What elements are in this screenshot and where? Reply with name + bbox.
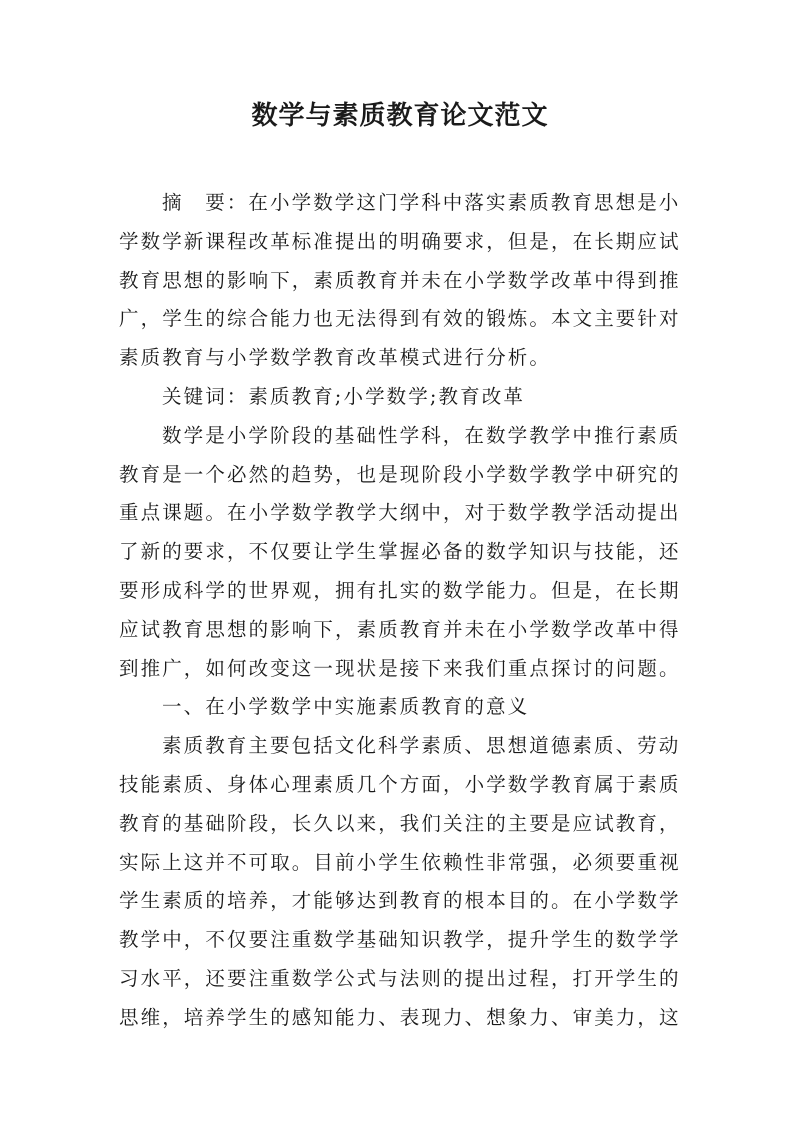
- paragraph-line: 教育是一个必然的趋势，也是现阶段小学数学教学中研究的: [119, 462, 681, 486]
- paragraph-line: 教学中，不仅要注重数学基础知识教学，提升学生的数学学: [119, 928, 681, 952]
- paragraph-line: 了新的要求，不仅要让学生掌握必备的数学知识与技能，还: [119, 540, 681, 564]
- document-title: 数学与素质教育论文范文: [251, 101, 549, 131]
- abstract-line: 广，学生的综合能力也无法得到有效的锻炼。本文主要针对: [119, 307, 681, 331]
- abstract-line: 素质教育与小学数学教育改革模式进行分析。: [119, 346, 552, 370]
- paragraph-line: 到推广，如何改变这一现状是接下来我们重点探讨的问题。: [119, 656, 681, 680]
- paragraph-line: 重点课题。在小学数学教学大纲中，对于数学教学活动提出: [119, 501, 681, 525]
- abstract-line: 教育思想的影响下，素质教育并未在小学数学改革中得到推: [119, 268, 681, 292]
- keywords-line: 关键词：素质教育;小学数学;教育改革: [162, 384, 525, 408]
- paragraph-line: 思维，培养学生的感知能力、表现力、想象力、审美力，这: [119, 1005, 681, 1029]
- paragraph-line: 要形成科学的世界观，拥有扎实的数学能力。但是，在长期: [119, 578, 681, 602]
- paragraph-line: 技能素质、身体心理素质几个方面，小学数学教育属于素质: [119, 772, 681, 796]
- paragraph-line: 学生素质的培养，才能够达到教育的根本目的。在小学数学: [119, 889, 681, 913]
- paragraph-line: 教育的基础阶段，长久以来，我们关注的主要是应试教育，: [119, 811, 681, 835]
- paragraph-line: 应试教育思想的影响下，素质教育并未在小学数学改革中得: [119, 617, 681, 641]
- document-body: [119, 184, 689, 1038]
- abstract-line: 摘 要：在小学数学这门学科中落实素质教育思想是小: [162, 191, 681, 214]
- paragraph-line: 习水平，还要注重数学公式与法则的提出过程，打开学生的: [119, 966, 681, 990]
- paragraph-line: 数学是小学阶段的基础性学科，在数学教学中推行素质: [162, 423, 681, 447]
- section-heading: 一、在小学数学中实施素质教育的意义: [162, 695, 530, 719]
- abstract-line: 学数学新课程改革标准提出的明确要求，但是，在长期应试: [119, 229, 681, 253]
- paragraph-line: 实际上这并不可取。目前小学生依赖性非常强，必须要重视: [119, 850, 681, 874]
- paragraph-line: 素质教育主要包括文化科学素质、思想道德素质、劳动: [162, 734, 681, 758]
